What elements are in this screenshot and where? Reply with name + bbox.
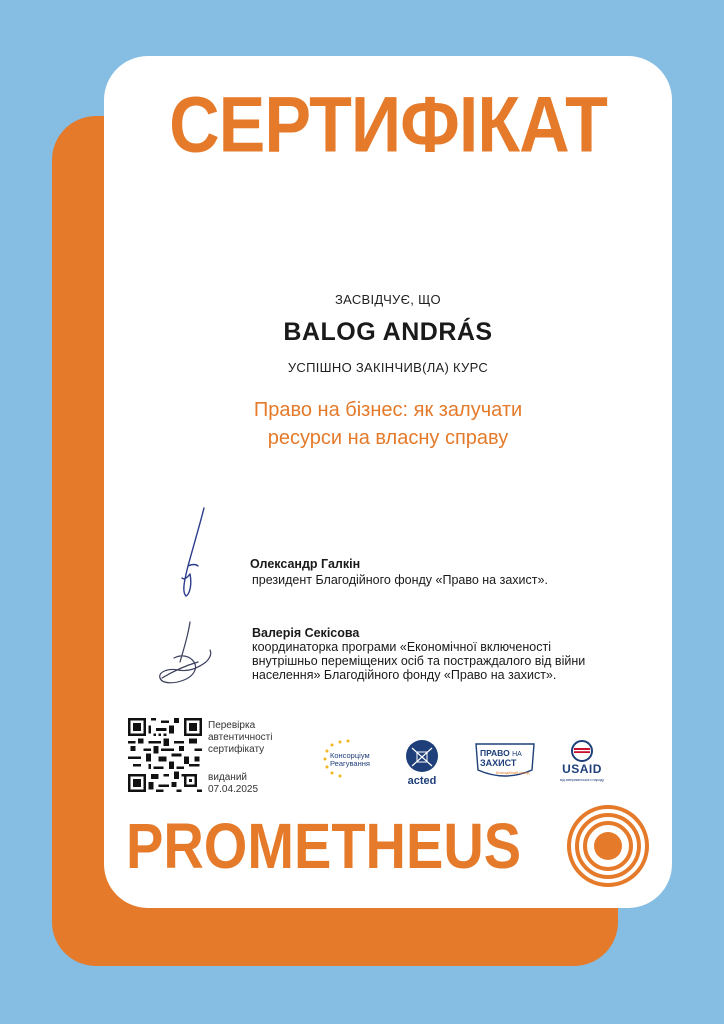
signatory-1-role: президент Благодійного фонду «Право на захист». <box>252 573 548 587</box>
usaid-text: USAID <box>562 762 602 776</box>
usaid-subtitle: від американського народу <box>559 778 605 782</box>
acted-logo <box>402 738 442 790</box>
consortium-logo <box>318 736 382 784</box>
certificate-card <box>104 56 672 908</box>
pravo-text-line1 <box>480 748 522 758</box>
completed-label: УСПІШНО ЗАКІНЧИВ(ЛА) КУРС <box>287 360 489 375</box>
signature-1-image <box>174 504 214 604</box>
signatory-2-role: координаторка програми «Економічної включеності внутрішньо переміщених осіб та постраждалого від війни населення» Благодійного фонду «Право на захист». <box>252 640 586 682</box>
pravo-word: ПРАВО <box>480 748 510 758</box>
issued-block <box>208 772 298 796</box>
pravo-na-zakhyst-logo <box>474 742 536 782</box>
certificate-title: СЕРТИФІКАТ <box>169 81 607 169</box>
signatory-2-name: Валерія Секісова <box>252 626 360 640</box>
na-word: НА <box>512 751 522 758</box>
pravo-subtitle: благодійний фонд <box>496 770 530 775</box>
prometheus-wordmark: PROMETHEUS <box>126 809 522 882</box>
consortium-text: Консорціум Реагування <box>330 751 370 768</box>
recipient-name: BALOG ANDRÁS <box>283 318 493 346</box>
signatory-1-name: Олександр Галкін <box>250 557 361 571</box>
pravo-text-line2: ЗАХИСТ <box>480 758 517 768</box>
acted-text: acted <box>407 775 437 787</box>
verification-label: Перевірка автентичності сертифікату <box>208 720 273 755</box>
course-title: Право на бізнес: як залучати ресурси на власну справу <box>253 399 523 449</box>
issued-date: 07.04.2025 <box>208 784 259 795</box>
signature-2-image <box>154 618 216 698</box>
usaid-seal-icon <box>556 740 608 762</box>
qr-code[interactable] <box>128 718 202 792</box>
issued-label: виданий <box>208 772 247 783</box>
certifies-label: ЗАСВІДЧУЄ, ЩО <box>335 292 441 307</box>
prometheus-rings-icon <box>566 804 650 888</box>
acted-emblem-icon <box>402 738 442 774</box>
usaid-logo <box>556 740 608 788</box>
